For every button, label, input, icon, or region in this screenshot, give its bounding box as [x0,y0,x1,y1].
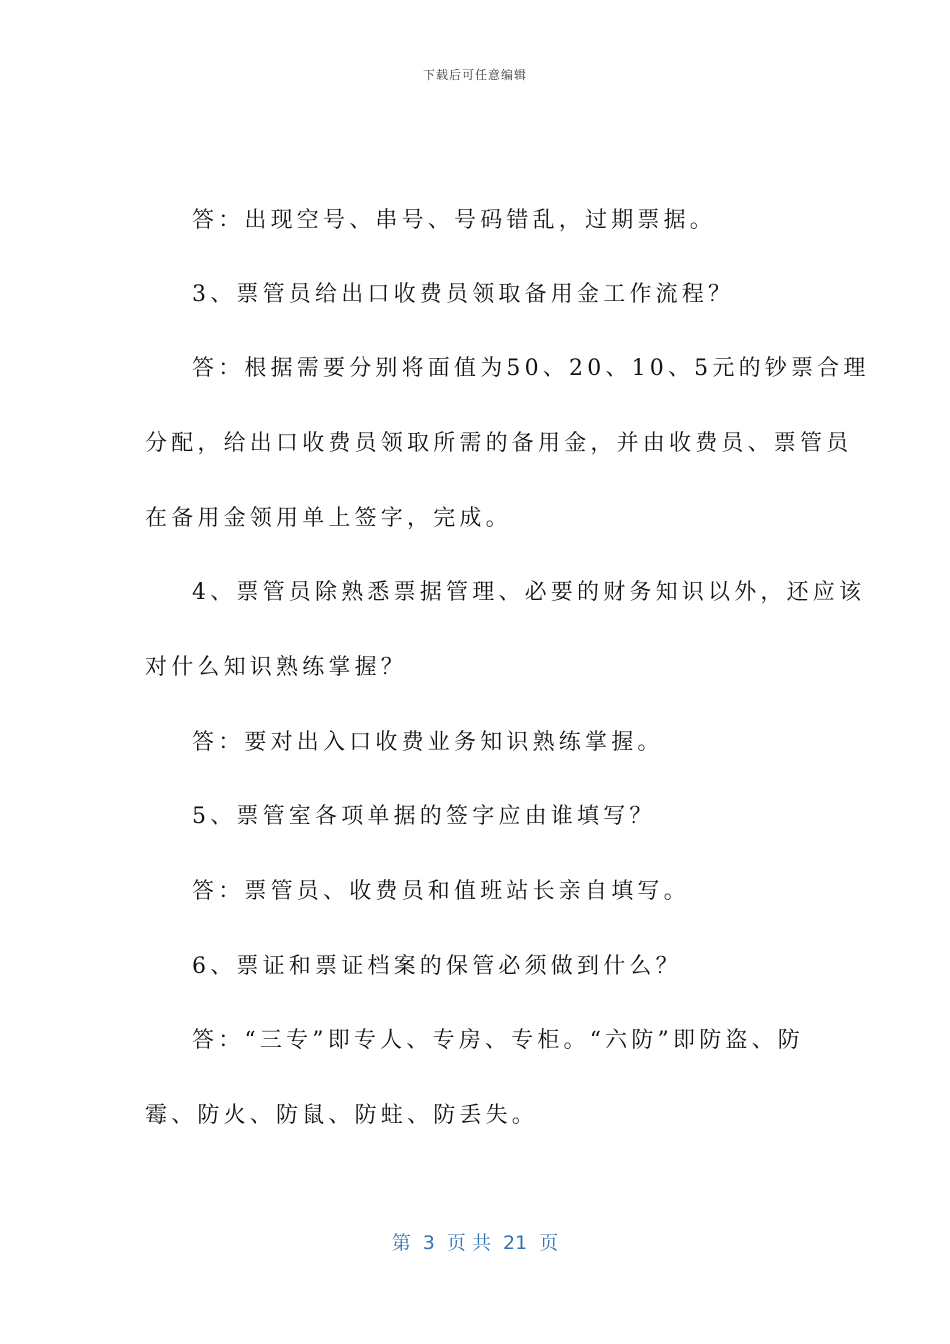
body-line: 答：票管员、收费员和值班站长亲自填写。 [192,879,690,904]
body-line: 对什么知识熟练掌握？ [145,655,408,680]
body-line: 答：要对出入口收费业务知识熟练掌握。 [192,730,664,755]
page-number-footer: 第 3 页 共 21 页 [391,1232,559,1254]
body-line: 6、票证和票证档案的保管必须做到什么？ [192,954,682,979]
body-line: 4、票管员除熟悉票据管理、必要的财务知识以外，还应该 [192,580,866,605]
body-line: 在备用金领用单上签字，完成。 [145,506,512,531]
body-line: 3、票管员给出口收费员领取备用金工作流程？ [192,282,735,307]
body-line: 答：出现空号、串号、号码错乱，过期票据。 [192,208,717,233]
body-line: 答：根据需要分别将面值为50、20、10、5元的钞票合理 [192,356,870,381]
body-line: 5、票管室各项单据的签字应由谁填写？ [192,804,656,829]
body-line: 答：“三专”即专人、专房、专柜。“六防”即防盗、防 [192,1028,804,1053]
body-line: 分配，给出口收费员领取所需的备用金，并由收费员、票管员 [145,431,853,456]
header-note: 下载后可任意编辑 [422,68,527,82]
body-line: 霉、防火、防鼠、防蛀、防丢失。 [145,1103,539,1128]
